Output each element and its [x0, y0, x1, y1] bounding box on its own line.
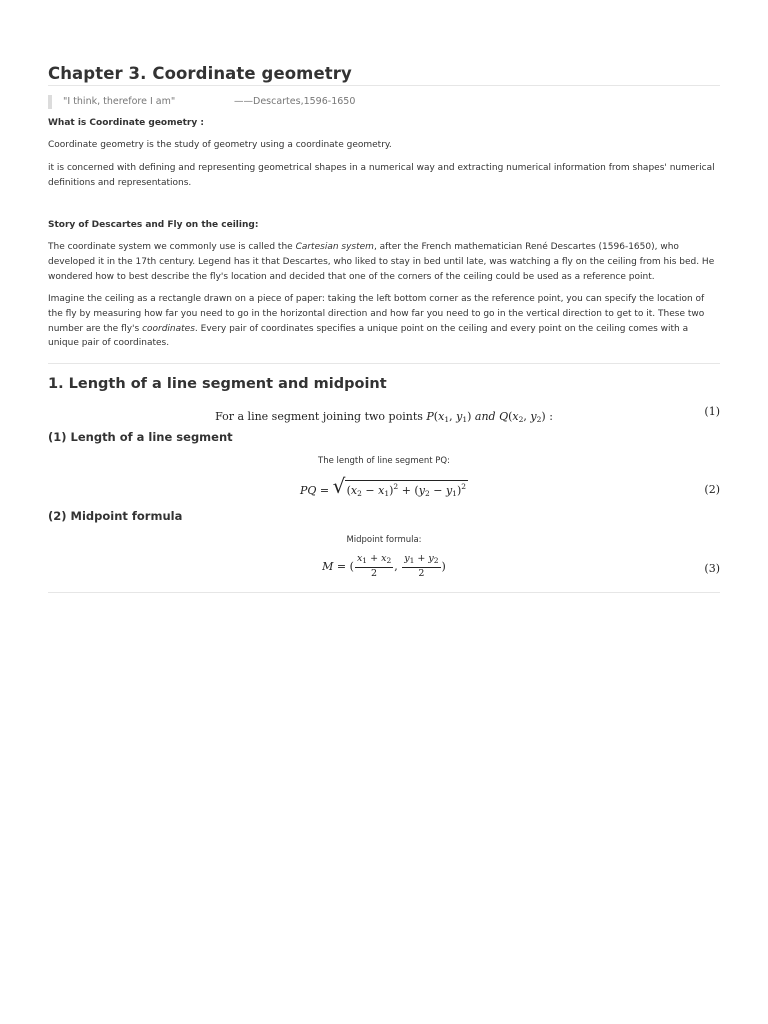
story-paragraph-2-line-3: [48, 322, 720, 337]
what-is-paragraph-2-line-2: definitions and representations.: [48, 177, 192, 188]
story-p1-text: The coordinate system we commonly use is called the: [48, 242, 296, 252]
story-paragraph-1-line-2: developed it in the 17th century. Legend has it that Descartes, who liked to stay in bed until late, was watching a fly on the ceiling from his bed. He: [48, 256, 715, 267]
midpoint-subheading: (2) Midpoint formula: [48, 509, 183, 523]
section-1-heading: 1. Length of a line segment and midpoint: [48, 376, 387, 392]
story-p1-text-after: , after the French mathematician René Descartes (1596-1650), who: [373, 242, 679, 252]
title-divider: [48, 85, 720, 86]
equation-3: [48, 553, 720, 580]
quote-attribution: ——Descartes,1596-1650: [234, 96, 356, 107]
length-caption: The length of line segment PQ:: [318, 456, 450, 466]
coordinates-emphasis: coordinates: [142, 323, 195, 334]
distance-formula: PQ = √ $(x_2 - x_1)^2 + (y_2 - y_1)^2$: [299, 474, 467, 498]
quote-bar: [48, 95, 52, 109]
length-subheading: (1) Length of a line segment: [48, 430, 233, 444]
story-paragraph-2: [48, 292, 720, 351]
story-paragraph-1-line-3: wondered how to best describe the fly's location and decided that one of the corners of the ceiling could be used as a reference point.: [48, 271, 655, 282]
equation-1-number: (1): [704, 405, 720, 418]
what-is-paragraph-2: [48, 161, 720, 191]
section-divider: [48, 363, 720, 364]
equation-3-number: (3): [704, 562, 720, 575]
equation-1-content: For a line segment joining two points $P(x_1$, $y_1$) and $Q(x_2$, $y_2$) :: [215, 410, 553, 424]
equation-2: [48, 474, 720, 498]
equation-1-and: and: [474, 410, 496, 423]
midpoint-caption: Midpoint formula:: [346, 535, 422, 545]
story-paragraph-2-line-2: the fly by measuring how far you need to go in the horizontal direction and how far you need to go in the vertical direction to get to it. These two: [48, 308, 705, 319]
story-paragraph-2-line-1: Imagine the ceiling as a rectangle drawn on a piece of paper: taking the left bottom corner as the reference point, you can specify the location of: [48, 294, 705, 304]
equation-1-text: For a line segment joining two points: [215, 410, 427, 423]
story-label: Story of Descartes and Fly on the ceiling:: [48, 220, 259, 230]
story-paragraph-2-line-4: unique pair of coordinates.: [48, 338, 170, 349]
midpoint-formula: M = ( $\frac{x_1 + x_2}{2}$ , $\frac{y_1 + y_2}{2}$ ): [322, 553, 446, 579]
chapter-title: Chapter 3. Coordinate geometry: [48, 64, 352, 83]
story-p2-text-after: . Every pair of coordinates specifies a unique point on the ceiling and every point on the ceiling comes with a: [194, 323, 689, 334]
quote-text: "I think, therefore I am": [63, 96, 176, 107]
what-is-label: What is Coordinate geometry :: [48, 118, 204, 128]
equation-2-number: (2): [704, 483, 720, 496]
what-is-paragraph-2-line-1: it is concerned with defining and representing geometrical shapes in a numerical way and extracting numerical information from shapes' numerical: [48, 163, 715, 173]
bottom-divider: [48, 592, 720, 593]
cartesian-system-emphasis: Cartesian system: [295, 242, 374, 252]
story-paragraph-1-line-1: [48, 240, 720, 255]
story-paragraph-1: [48, 240, 720, 284]
story-p2-text: number are the fly's: [48, 323, 143, 334]
equation-1: [48, 405, 720, 424]
what-is-paragraph-1: Coordinate geometry is the study of geometry using a coordinate geometry.: [48, 140, 392, 150]
